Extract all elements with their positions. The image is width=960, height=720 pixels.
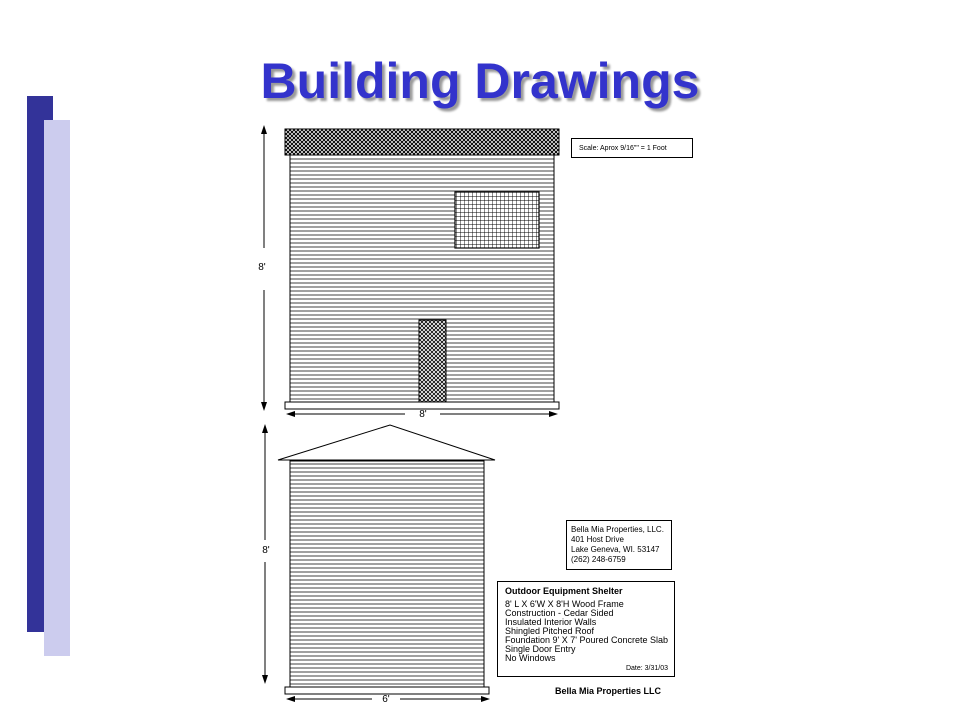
address-line-3: Lake Geneva, WI. 53147	[571, 545, 660, 554]
address-line-1: Bella Mia Properties, LLC.	[571, 525, 664, 534]
side-height-dim: 8'	[262, 545, 270, 556]
front-roof	[285, 129, 559, 155]
front-slab	[285, 402, 559, 409]
front-height-dim: 8'	[258, 262, 266, 273]
address-line-2: 401 Host Drive	[571, 535, 624, 544]
scale-note: Scale: Aprox 9/16"" = 1 Foot	[571, 138, 693, 158]
front-window	[455, 192, 539, 248]
front-door	[419, 320, 446, 402]
address-box	[566, 520, 672, 570]
info-line: Shingled Pitched Roof	[505, 626, 595, 636]
side-elevation	[262, 424, 495, 705]
info-line: Insulated Interior Walls	[505, 617, 597, 627]
info-line: Construction - Cedar Sided	[505, 608, 614, 618]
side-roof	[278, 425, 495, 460]
front-elevation	[258, 125, 559, 420]
address-line-4: (262) 248-6759	[571, 555, 626, 564]
info-heading: Outdoor Equipment Shelter	[505, 586, 623, 596]
info-date: Date: 3/31/03	[625, 665, 668, 672]
info-line: Single Door Entry	[505, 644, 576, 654]
side-slab	[285, 687, 489, 694]
slide-title: Building Drawings	[260, 53, 700, 109]
side-width-dim: 6'	[382, 694, 390, 705]
info-line: Foundation 9' X 7' Poured Concrete Slab	[505, 635, 669, 645]
front-width-dim: 8'	[419, 409, 427, 420]
side-siding	[290, 464, 484, 684]
info-line: 8' L X 6'W X 8'H Wood Frame	[505, 599, 624, 609]
info-line: No Windows	[505, 653, 556, 663]
footer-company: Bella Mia Properties LLC	[555, 686, 662, 696]
info-box	[497, 581, 675, 677]
